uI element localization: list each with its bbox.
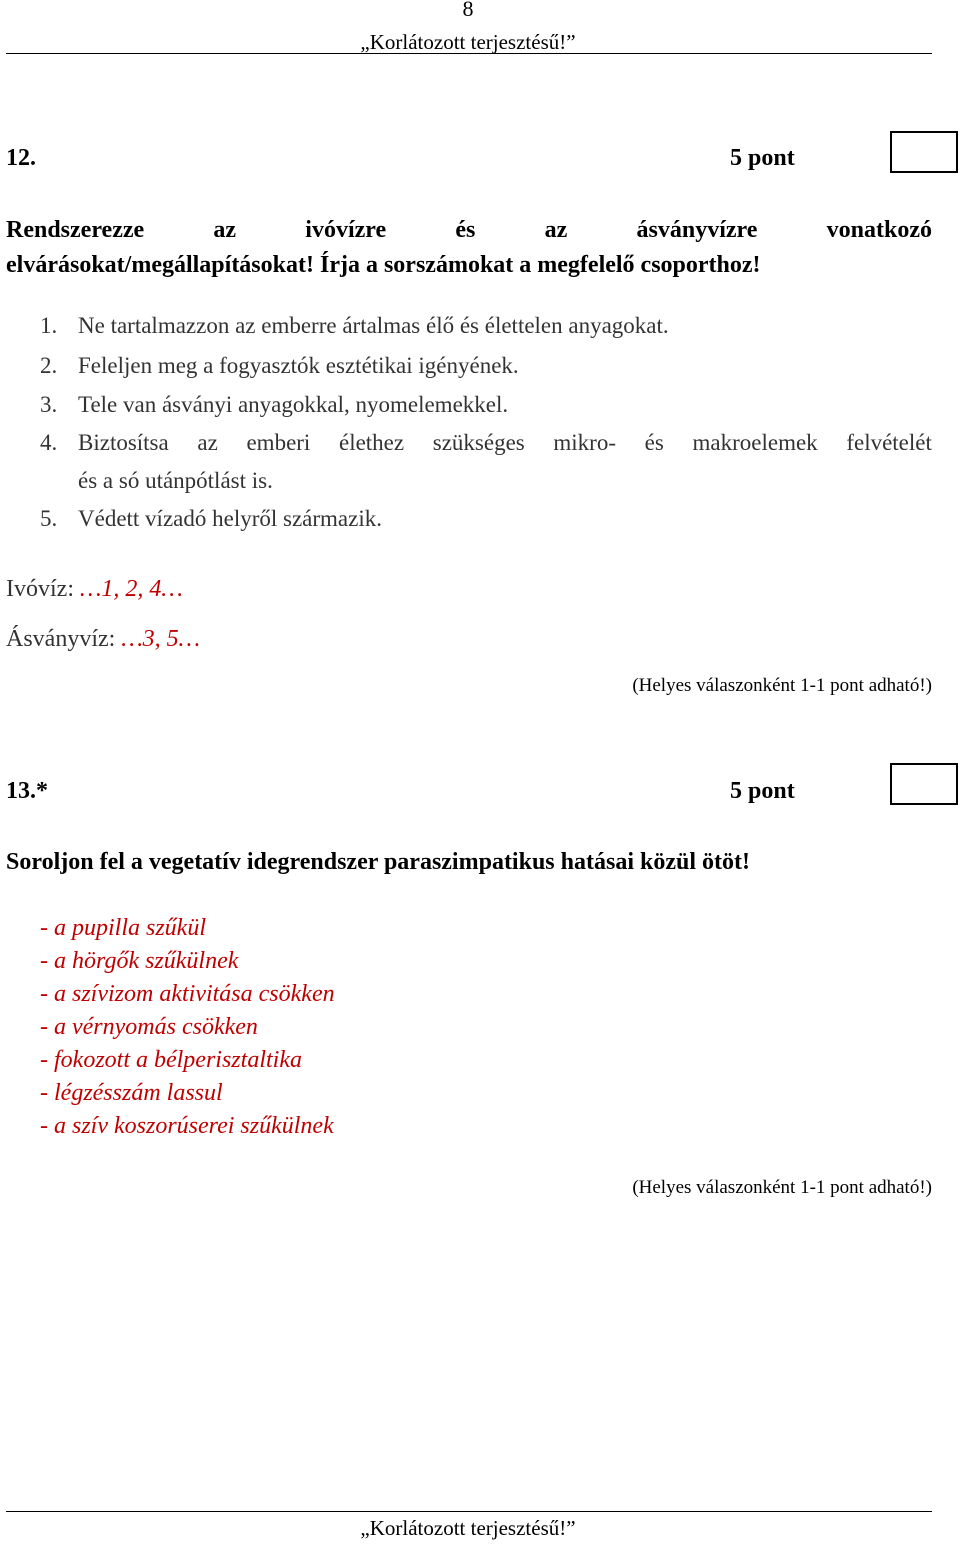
prompt-word: Rendszerezze: [6, 217, 145, 243]
prompt-word: ivóvízre: [305, 217, 387, 243]
q12-item-continuation: és a só utánpótlást is.: [78, 468, 273, 493]
footer-rule: [6, 1511, 932, 1512]
item-word: felvételét: [846, 430, 932, 455]
q13-answer-item: - a hörgők szűkülnek: [40, 948, 239, 974]
q12-answer-row: [6, 576, 183, 603]
item-text: [78, 430, 932, 456]
prompt-word: ásványvízre: [636, 217, 758, 243]
prompt-word: és: [455, 217, 476, 243]
q12-answer-row: [6, 626, 200, 653]
item-word: mikro-: [553, 430, 617, 455]
q12-item: [40, 392, 508, 418]
item-word: Biztosítsa: [78, 430, 169, 455]
item-number: 2.: [40, 353, 58, 378]
q12-prompt-line2: elvárásokat/megállapításokat! Írja a sorszámokat a megfelelő csoporthoz!: [6, 252, 761, 278]
item-number: 3.: [40, 392, 58, 417]
q12-item: [40, 353, 519, 379]
q12-score-box[interactable]: [890, 131, 958, 173]
item-text: Tele van ásványi anyagokkal, nyomelemekkel.: [78, 392, 509, 417]
answer-value: …1, 2, 4…: [79, 576, 183, 602]
q12-scoring-note: (Helyes válaszonként 1-1 pont adható!): [632, 675, 932, 696]
q13-scoring-note: (Helyes válaszonként 1-1 pont adható!): [632, 1177, 932, 1198]
q12-item: [40, 313, 669, 339]
item-number: 5.: [40, 506, 58, 531]
q13-answer-item: - fokozott a bélperisztaltika: [40, 1047, 302, 1073]
item-word: emberi: [246, 430, 311, 455]
item-text: Ne tartalmazzon az emberre ártalmas élő és élettelen anyagokat.: [78, 313, 669, 338]
prompt-word: az: [544, 217, 568, 243]
q13-prompt: Soroljon fel a vegetatív idegrendszer paraszimpatikus hatásai közül ötöt!: [6, 849, 750, 875]
q13-answer-item: - a szívizom aktivitása csökken: [40, 981, 335, 1007]
q13-answer-item: - légzésszám lassul: [40, 1080, 223, 1106]
q13-answer-item: - a szív koszorúserei szűkülnek: [40, 1113, 334, 1139]
answer-label: Ivóvíz:: [6, 576, 74, 602]
answer-value: …3, 5…: [121, 626, 200, 652]
item-word: az: [197, 430, 218, 455]
q12-item: [40, 430, 932, 456]
q12-prompt-line1: [6, 217, 932, 244]
page-number: 8: [462, 0, 474, 21]
prompt-word: vonatkozó: [826, 217, 932, 243]
item-text: Védett vízadó helyről származik.: [78, 506, 382, 531]
answer-label: Ásványvíz:: [6, 626, 116, 652]
item-text: Feleljen meg a fogyasztók esztétikai igényének.: [78, 353, 519, 378]
item-word: makroelemek: [692, 430, 818, 455]
q12-item: [40, 506, 382, 532]
header-rule: [6, 53, 932, 54]
item-word: szükséges: [432, 430, 525, 455]
item-word: élethez: [338, 430, 405, 455]
q13-answer-item: - a pupilla szűkül: [40, 915, 206, 941]
q12-points: 5 pont: [730, 145, 795, 171]
q12-number: 12.: [6, 145, 36, 171]
footer-restriction: „Korlátozott terjesztésű!”: [360, 1516, 576, 1540]
header-restriction: „Korlátozott terjesztésű!”: [360, 30, 576, 54]
q13-answer-item: - a vérnyomás csökken: [40, 1014, 258, 1040]
prompt-word: az: [213, 217, 237, 243]
item-word: és: [644, 430, 664, 455]
item-number: 1.: [40, 313, 58, 338]
q13-number: 13.*: [6, 778, 48, 804]
item-number: 4.: [40, 430, 58, 455]
q13-score-box[interactable]: [890, 763, 958, 805]
q13-points: 5 pont: [730, 778, 795, 804]
